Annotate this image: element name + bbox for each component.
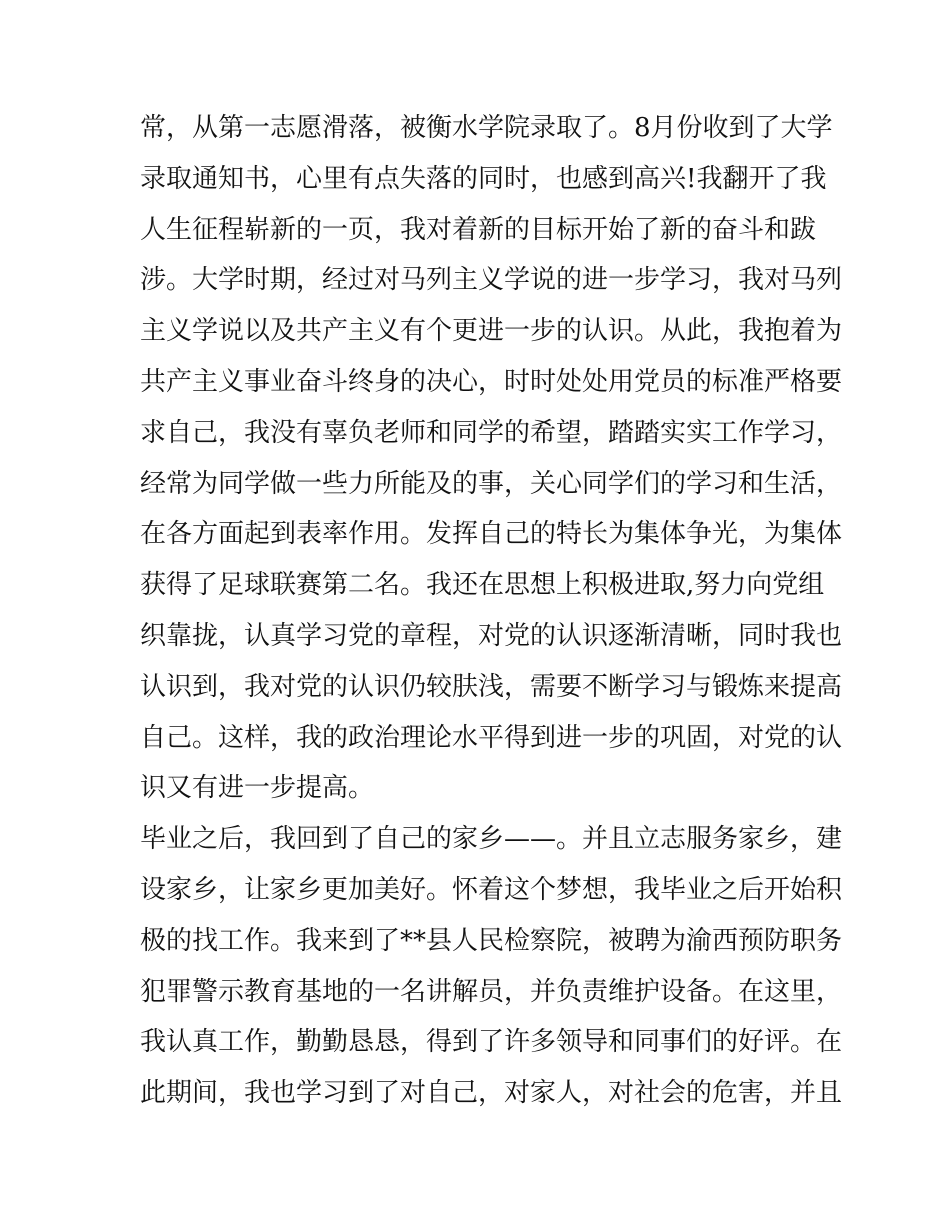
text-line-13: 自己。这样，我的政治理论水平得到进一步的巩固，对党的认 <box>140 722 843 753</box>
text-line-11: 织靠拢，认真学习党的章程，对党的认识逐渐清晰，同时我也 <box>140 620 843 651</box>
text-line-6: 共产主义事业奋斗终身的决心，时时处处用党员的标准严格要 <box>140 366 843 397</box>
text-line-7: 求自己，我没有辜负老师和同学的希望，踏踏实实工作学习， <box>140 417 843 448</box>
text-line-1: 常，从第一志愿滑落，被衡水学院录取了。8月份收到了大学 <box>140 113 833 143</box>
text-line-15: 毕业之后，我回到了自己的家乡——。并且立志服务家乡，建 <box>140 824 843 855</box>
text-line-3: 人生征程崭新的一页，我对着新的目标开始了新的奋斗和跋 <box>140 214 817 245</box>
text-line-16: 设家乡，让家乡更加美好。怀着这个梦想，我毕业之后开始积 <box>140 874 843 905</box>
text-line-9: 在各方面起到表率作用。发挥自己的特长为集体争光，为集体 <box>140 519 843 550</box>
text-line-12: 认识到，我对党的认识仍较肤浅，需要不断学习与锻炼来提高 <box>140 671 843 702</box>
text-line-10: 获得了足球联赛第二名。我还在思想上积极进取,努力向党组 <box>140 570 825 601</box>
body-text <box>140 103 843 1119</box>
text-line-14: 识又有进一步提高。 <box>140 773 375 804</box>
text-line-2: 录取通知书，心里有点失落的同时，也感到高兴!我翻开了我 <box>140 163 827 194</box>
text-line-4: 涉。大学时期，经过对马列主义学说的进一步学习，我对马列 <box>140 265 843 296</box>
text-line-18: 犯罪警示教育基地的一名讲解员，并负责维护设备。在这里， <box>140 976 843 1007</box>
text-line-19: 我认真工作，勤勤恳恳，得到了许多领导和同事们的好评。在 <box>140 1027 843 1058</box>
text-line-17: 极的找工作。我来到了**县人民检察院，被聘为渝西预防职务 <box>140 925 843 956</box>
text-line-20: 此期间，我也学习到了对自己，对家人，对社会的危害，并且 <box>140 1078 843 1109</box>
text-line-8: 经常为同学做一些力所能及的事，关心同学们的学习和生活， <box>140 468 843 499</box>
text-line-5: 主义学说以及共产主义有个更进一步的认识。从此，我抱着为 <box>140 316 843 347</box>
